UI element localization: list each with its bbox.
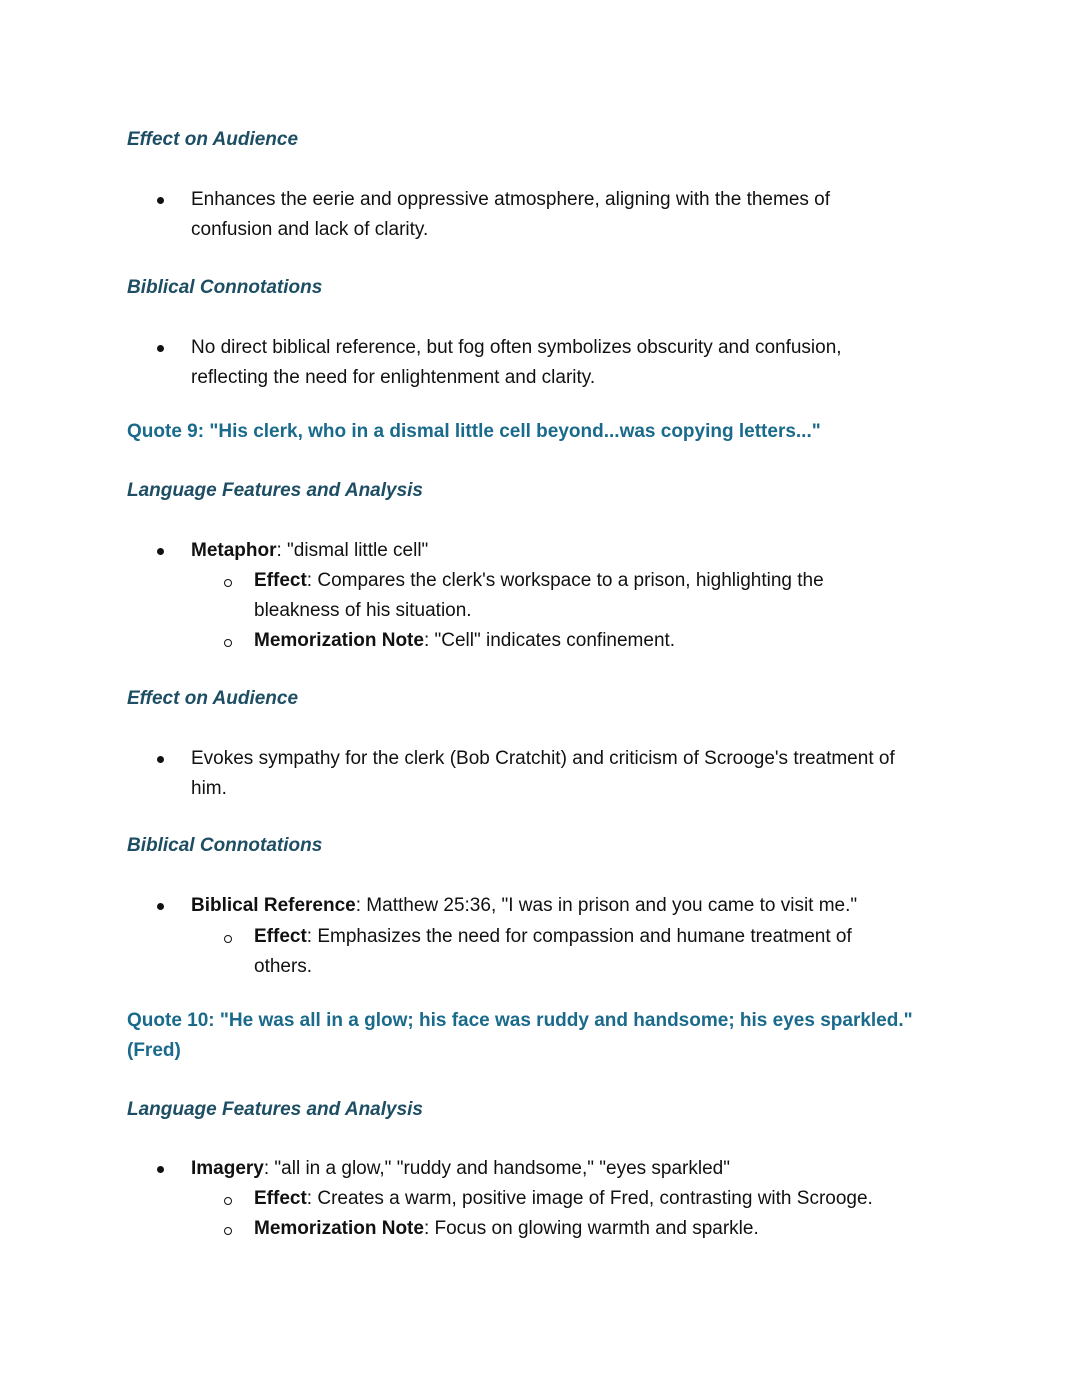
sub-list-item-continued: bleakness of his situation. [254,600,472,621]
quote-heading: Quote 9: "His clerk, who in a dismal little cell beyond...was copying letters..." [127,421,821,442]
term-text: : Matthew 25:36, "I was in prison and you came to visit me." [355,895,858,916]
effect-heading: Effect on Audience [127,688,299,709]
list-item: Evokes sympathy for the clerk (Bob Cratchit) and criticism of Scrooge's treatment of [191,748,895,769]
biblical-heading: Biblical Connotations [127,835,323,856]
sub-list-item [254,626,675,656]
bullet-icon [157,756,164,763]
sub-list-item [254,922,852,952]
list-item-continued: him. [191,778,227,799]
bullet-icon [157,548,164,555]
term-label: Effect [254,1188,307,1209]
list-item-continued: reflecting the need for enlightenment and clarity. [191,367,596,388]
bullet-icon [157,345,164,352]
sub-list-item [254,566,824,596]
language-heading: Language Features and Analysis [127,1099,423,1120]
list-item-continued: confusion and lack of clarity. [191,219,429,240]
term-text: : Compares the clerk's workspace to a prison, highlighting the [306,570,824,591]
quote-heading: Quote 10: "He was all in a glow; his face was ruddy and handsome; his eyes sparkled." [127,1010,913,1031]
term-label: Effect [254,570,307,591]
term-label: Memorization Note [254,630,424,651]
effect-heading: Effect on Audience [127,129,299,150]
sub-bullet-icon [224,639,232,647]
term-label: Imagery [191,1158,264,1179]
list-item [191,891,857,921]
list-item [191,1154,730,1184]
sub-list-item-continued: others. [254,956,313,977]
list-item [191,536,428,566]
term-text: : "dismal little cell" [276,540,429,561]
term-label: Effect [254,926,307,947]
language-heading: Language Features and Analysis [127,480,423,501]
sub-bullet-icon [224,935,232,943]
term-text: : Emphasizes the need for compassion and humane treatment of [306,926,852,947]
sub-bullet-icon [224,579,232,587]
term-label: Memorization Note [254,1218,424,1239]
bullet-icon [157,903,164,910]
list-item: Enhances the eerie and oppressive atmosphere, aligning with the themes of [191,189,831,210]
term-label: Biblical Reference [191,895,356,916]
sub-list-item [254,1184,873,1214]
term-text: : Focus on glowing warmth and sparkle. [423,1218,759,1239]
term-label: Metaphor [191,540,277,561]
bullet-icon [157,1166,164,1173]
quote-heading-continued: (Fred) [127,1040,181,1061]
sub-bullet-icon [224,1227,232,1235]
list-item: No direct biblical reference, but fog often symbolizes obscurity and confusion, [191,337,842,358]
biblical-heading: Biblical Connotations [127,277,323,298]
term-text: : Creates a warm, positive image of Fred, contrasting with Scrooge. [306,1188,873,1209]
bullet-icon [157,197,164,204]
term-text: : "all in a glow," "ruddy and handsome," "eyes sparkled" [263,1158,730,1179]
sub-list-item [254,1214,759,1244]
sub-bullet-icon [224,1197,232,1205]
term-text: : "Cell" indicates confinement. [423,630,676,651]
